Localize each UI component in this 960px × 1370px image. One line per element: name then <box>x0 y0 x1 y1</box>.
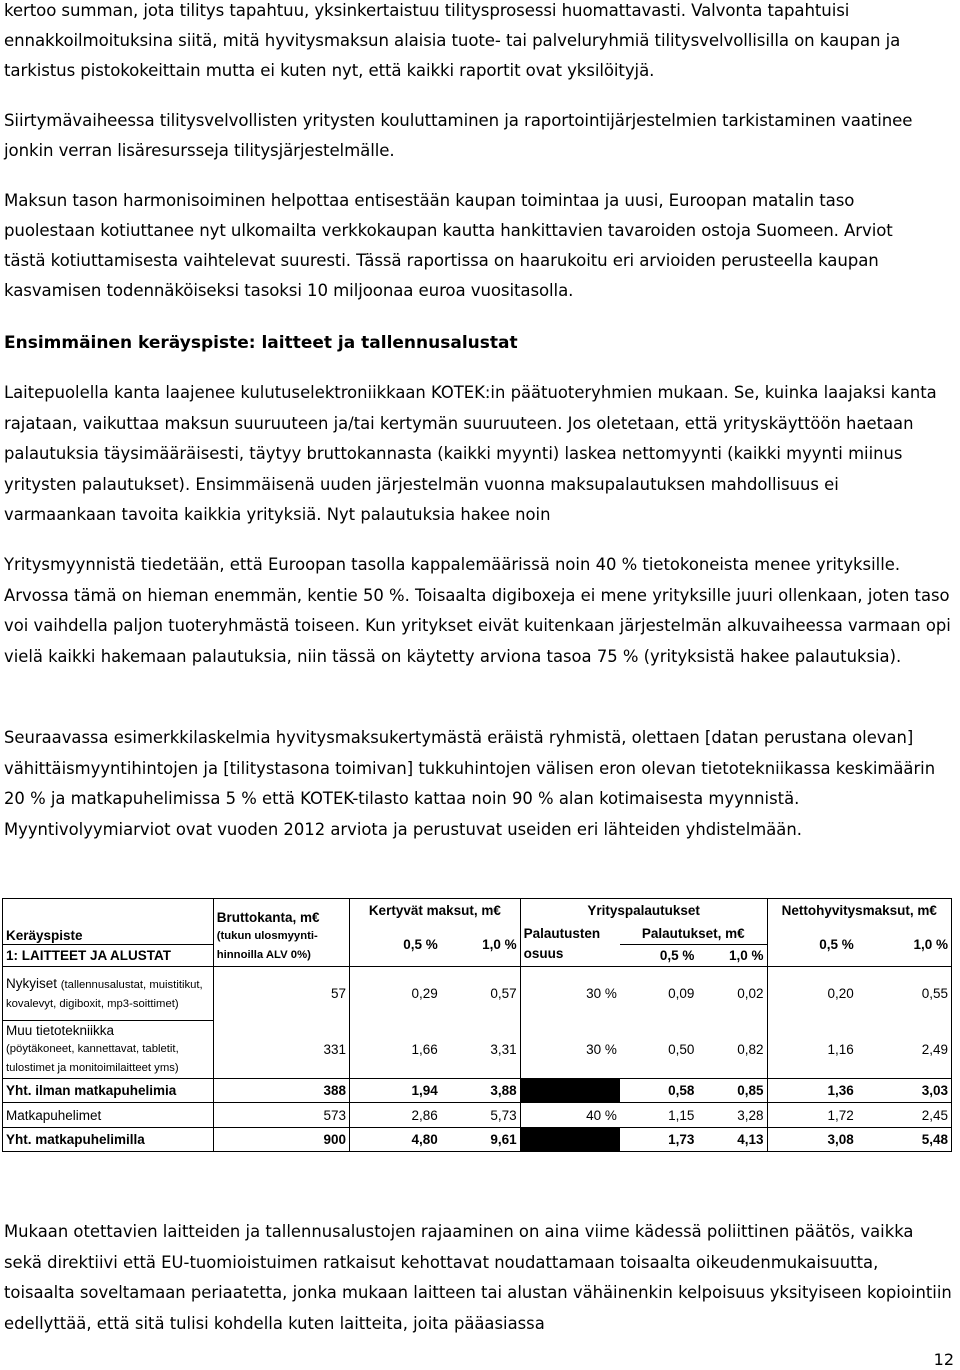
header-osuus: Palautusten osuus <box>520 923 620 967</box>
header-kerayspiste: Keräyspiste <box>3 899 214 945</box>
header-k10: 1,0 % <box>482 936 517 952</box>
blacked-out-cell <box>520 1079 620 1103</box>
header-n05: 0,5 % <box>767 923 857 967</box>
header-group: 1: LAITTEET JA ALUSTAT <box>3 945 214 967</box>
paragraph: kertoo summan, jota tilitys tapahtuu, yksinkertaistuu tilitysprosessi huomattavasti. Valvonta tapahtuisi ennakkoilmoituksina siitä, mitä hyvitysmaksun alaisia tuote- tai palveluryhmiä tilitysvelvollisilla on kaupan ja tarkistus pistokokeittain mutta ei kuten nyt, että kaikki raportit ovat yksilöityjä. <box>4 1 901 80</box>
header-n10: 1,0 % <box>857 923 952 967</box>
paragraph: Maksun tason harmonisoiminen helpottaa entisestään kaupan toimintaa ja uusi, Euroopan matalin taso puolestaan kotiuttanee nyt ulkomailta verkkokaupan kautta hankittavien tavaroiden ostoja Suomeen. Arviot tästä kotiuttamisesta vaihtelevat suuresti. Tässä raportissa on haarukoitu eri arvioiden perusteella kaupan kasvamisen todennäköiseksi tasoksi 10 miljoonaa euroa vuositasolla. <box>4 191 893 300</box>
table-row: Nykyiset (tallennusalustat, muistitikut, kovalevyt, digiboxit, mp3-soittimet) 57 0,29 0,57 30 % 0,09 0,02 0,20 0,55 <box>3 967 952 1021</box>
table-row: Matkapuhelimet 573 2,86 5,73 40 % 1,15 3,28 1,72 2,45 <box>3 1103 952 1128</box>
data-table <box>2 898 952 1152</box>
paragraph: Yritysmyynnistä tiedetään, että Euroopan tasolla kappalemäärissä noin 40 % tietokoneista menee yrityksille. Arvossa tämä on hieman enemmän, kentie 50 %. Toisaalta digiboxeja ei mene yrityksille juuri ollenkaan, joten taso voi vaihdella paljon tuoteryhmästä toiseen. Kun yritykset eivät kuitenkaan järjestelmän alkuvaiheessa varmaan opi vielä kaikki hakemaan palautuksia, niin tässä on käytetty arviona tasoa 75 % (yrityksistä hakee palautuksia). <box>4 555 951 666</box>
paragraph: Siirtymävaiheessa tilitysvelvollisten yritysten kouluttaminen ja raportointijärjestelmien tarkistaminen vaatinee jonkin verran lisäresursseja tilitysjärjestelmälle. <box>4 111 913 160</box>
section-heading: Ensimmäinen keräyspiste: laitteet ja tallennusalustat <box>4 333 518 353</box>
header-yrityspalautukset: Yrityspalautukset <box>520 899 767 923</box>
table-row: Yht. matkapuhelimilla 900 4,80 9,61 1,73 4,13 3,08 5,48 <box>3 1128 952 1152</box>
paragraph: Laitepuolella kanta laajenee kulutuselektroniikkaan KOTEK:in päätuoteryhmien mukaan. Se, kuinka laajaksi kanta rajataan, vaikuttaa maksun suuruuteen ja/tai kertymän suuruuteen. Jos oletetaan, että yrityskäyttöön haetaan palautuksia täysimääräisesti, täytyy bruttokannasta (kaikki myynti) laskea nettomyynti (kaikki myynti miinus yritysten palautukset). Ensimmäisenä uuden järjestelmän vuonna maksupalautuksen mahdollisuus ei varmaankaan tavoita kaikkia yrityksiä. Nyt palautuksia hakee noin <box>4 383 937 524</box>
paragraph: Mukaan otettavien laitteiden ja tallennusalustojen rajaaminen on aina viime kädessä poliittinen päätös, vaikka sekä direktiivi että EU-tuomioistuimen ratkaisut kehottavat noudattamaan toisaalta oikeudenmukaisuutta, toisaalta soveltamaan periaatetta, jonka mukaan laitteen tai alustan vähäinenkin kelpoisuus yksityiseen kopiointiin edellyttää, että sitä tulisi kohdella kuten laitteita, joita pääasiassa <box>4 1222 952 1333</box>
header-palautukset: Palautukset, m€ <box>641 925 745 941</box>
header-brutto: Bruttokanta, m€ (tukun ulosmyynti-hinnoilla ALV 0%) <box>213 899 349 967</box>
header-p10: 1,0 % <box>697 945 767 967</box>
header-k05: 0,5 % <box>350 923 441 967</box>
table-row: Yht. ilman matkapuhelimia 388 1,94 3,88 0,58 0,85 1,36 3,03 <box>3 1079 952 1103</box>
page-number: 12 <box>933 1350 954 1369</box>
header-p05: 0,5 % <box>620 945 698 967</box>
blacked-out-cell <box>520 1128 620 1152</box>
header-netto: Nettohyvitysmaksut, m€ <box>767 899 951 923</box>
header-kertyvat: Kertyvät maksut, m€ <box>350 899 521 923</box>
header-brutto-sub: (tukun ulosmyynti-hinnoilla ALV 0%) <box>216 929 318 961</box>
table-row: Muu tietotekniikka (pöytäkoneet, kannettavat, tabletit, tulostimet ja monitoimilaitteet yms) 331 1,66 3,31 30 % 0,50 0,82 1,16 2,49 <box>3 1021 952 1079</box>
paragraph: Seuraavassa esimerkkilaskelmia hyvitysmaksukertymästä eräistä ryhmistä, olettaen [datan perustana olevan] vähittäismyyntihintojen ja [tilitystasona toimivan] tukkuhintojen välisen eron olevan tietotekniikassa keskimäärin 20 % ja matkapuhelimissa 5 % että KOTEK-tilasto kattaa noin 90 % alan kotimaisesta myynnistä. Myyntivolyymiarviot ovat vuoden 2012 arviota ja perustuvat useiden eri lähteiden yhdistelmään. <box>4 728 936 839</box>
